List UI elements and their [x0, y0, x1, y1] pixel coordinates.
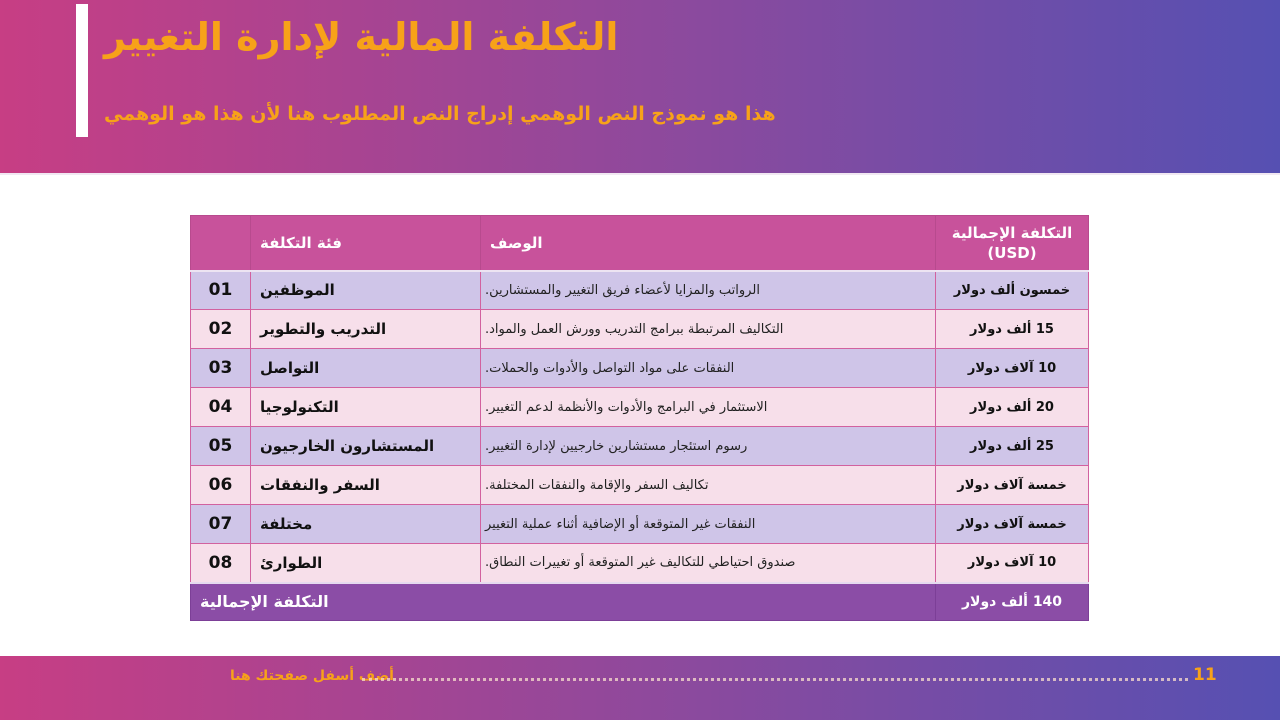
- table-row: [191, 544, 1089, 583]
- header-total-cost-label: التكلفة الإجمالية: [951, 223, 1073, 242]
- table-total-row: [191, 583, 1089, 621]
- footer-text: أضف أسفل صفحتك هنا: [230, 668, 394, 684]
- table-header-row: [191, 216, 1089, 271]
- cost-table: [190, 215, 1089, 621]
- row-cost: خمسون ألف دولار: [936, 271, 1089, 310]
- header-number: [191, 216, 251, 271]
- footer-dotted-line: [362, 678, 1188, 681]
- table-row: [191, 505, 1089, 544]
- row-category: الموظفين: [251, 271, 481, 310]
- row-number: 05: [191, 427, 251, 466]
- header-category: فئة التكلفة: [251, 216, 481, 271]
- table-row: [191, 271, 1089, 310]
- table-row: [191, 466, 1089, 505]
- row-cost: 25 ألف دولار: [936, 427, 1089, 466]
- row-description: النفقات غير المتوقعة أو الإضافية أثناء عملية التغيير: [481, 505, 936, 544]
- row-category: التدريب والتطوير: [251, 310, 481, 349]
- header-total-cost-unit: (USD): [987, 243, 1037, 262]
- row-number: 02: [191, 310, 251, 349]
- row-category: التواصل: [251, 349, 481, 388]
- title-accent-bar: [76, 4, 88, 137]
- header-total-cost: [936, 216, 1089, 271]
- table-row: [191, 310, 1089, 349]
- row-number: 01: [191, 271, 251, 310]
- row-description: النفقات على مواد التواصل والأدوات والحملات.: [481, 349, 936, 388]
- page-number: 11: [1193, 665, 1217, 685]
- footer-band: [0, 656, 1280, 720]
- row-number: 08: [191, 544, 251, 583]
- row-category: المستشارون الخارجيون: [251, 427, 481, 466]
- row-category: الطوارئ: [251, 544, 481, 583]
- table-row: [191, 349, 1089, 388]
- row-description: رسوم استئجار مستشارين خارجيين لإدارة التغيير.: [481, 427, 936, 466]
- table-row: [191, 388, 1089, 427]
- row-category: التكنولوجيا: [251, 388, 481, 427]
- header-description: الوصف: [481, 216, 936, 271]
- row-description: الرواتب والمزايا لأعضاء فريق التغيير والمستشارين.: [481, 271, 936, 310]
- row-number: 03: [191, 349, 251, 388]
- row-number: 07: [191, 505, 251, 544]
- header-band: [0, 0, 1280, 175]
- row-description: التكاليف المرتبطة ببرامج التدريب وورش العمل والمواد.: [481, 310, 936, 349]
- total-value: 140 ألف دولار: [936, 583, 1089, 621]
- row-description: الاستثمار في البرامج والأدوات والأنظمة لدعم التغيير.: [481, 388, 936, 427]
- row-description: صندوق احتياطي للتكاليف غير المتوقعة أو تغييرات النطاق.: [481, 544, 936, 583]
- row-number: 04: [191, 388, 251, 427]
- row-description: تكاليف السفر والإقامة والنفقات المختلفة.: [481, 466, 936, 505]
- row-category: السفر والنفقات: [251, 466, 481, 505]
- row-cost: خمسة آلاف دولار: [936, 505, 1089, 544]
- slide-title: التكلفة المالية لإدارة التغيير: [104, 15, 619, 59]
- row-cost: خمسة آلاف دولار: [936, 466, 1089, 505]
- row-cost: 10 آلاف دولار: [936, 349, 1089, 388]
- row-cost: 20 ألف دولار: [936, 388, 1089, 427]
- row-number: 06: [191, 466, 251, 505]
- table-row: [191, 427, 1089, 466]
- total-label: التكلفة الإجمالية: [191, 583, 936, 621]
- row-cost: 10 آلاف دولار: [936, 544, 1089, 583]
- row-cost: 15 ألف دولار: [936, 310, 1089, 349]
- row-category: مختلفة: [251, 505, 481, 544]
- slide-subtitle: هذا هو نموذج النص الوهمي إدراج النص المطلوب هنا لأن هذا هو الوهمي: [104, 103, 776, 125]
